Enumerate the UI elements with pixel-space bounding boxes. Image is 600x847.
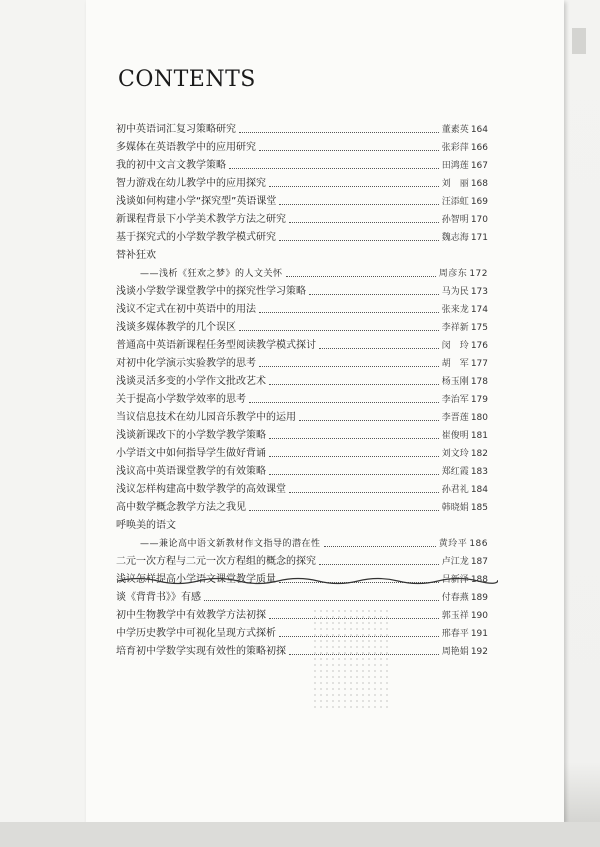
toc-entry-title: 浅谈如何构建小学“探究型”英语课堂 xyxy=(116,196,277,207)
toc-entry xyxy=(116,156,488,172)
toc-entry-author-page xyxy=(442,556,488,568)
toc-entry-author: 韩晓娟 xyxy=(441,503,469,513)
toc-entry-author: 汪添虹 xyxy=(441,197,469,207)
toc-entry-title: 浅谈小学数学课堂教学中的探究性学习策略 xyxy=(116,286,306,297)
toc-entry-title: 对初中化学演示实验教学的思考 xyxy=(116,358,256,369)
toc-entry-title: 浅谈多媒体教学的几个误区 xyxy=(116,322,236,333)
toc-entry xyxy=(116,300,488,316)
toc-entry-author-page xyxy=(442,628,488,640)
toc-entry-author: 李祥新 xyxy=(441,323,469,333)
toc-leader-dots xyxy=(204,600,439,601)
toc-entry-title: 二元一次方程与二元一次方程组的概念的探究 xyxy=(116,556,316,567)
toc-entry xyxy=(116,228,488,244)
toc-entry-author-page xyxy=(442,466,488,478)
toc-entry-author: 付春燕 xyxy=(441,593,469,603)
toc-entry xyxy=(116,606,488,622)
toc-leader-dots xyxy=(299,420,439,421)
toc-leader-dots xyxy=(229,168,439,169)
toc-entry-author-page xyxy=(442,340,488,352)
toc-entry-title: ——兼论高中语文新教材作文指导的潜在性 xyxy=(140,539,321,549)
toc-entry-title: 呼唤美的语文 xyxy=(116,520,176,531)
toc-entry-page: 174 xyxy=(470,305,488,315)
toc-entry-page: 179 xyxy=(470,395,488,405)
toc-entry-author: 魏志海 xyxy=(441,233,469,243)
toc-leader-dots xyxy=(289,222,439,223)
toc-entry-author-page xyxy=(442,376,488,388)
toc-leader-dots xyxy=(259,150,439,151)
toc-leader-dots xyxy=(269,456,439,457)
toc-entry-author-page xyxy=(442,178,488,190)
toc-leader-dots xyxy=(239,132,439,133)
toc-entry-page: 166 xyxy=(470,143,488,153)
toc-entry-author-page xyxy=(442,214,488,226)
toc-entry-page: 192 xyxy=(470,647,488,657)
toc-entry-author-page xyxy=(442,448,488,460)
toc-entry-title: 小学语文中如何指导学生做好背诵 xyxy=(116,448,266,459)
toc-entry-author-page xyxy=(442,592,488,604)
toc-leader-dots xyxy=(269,384,439,385)
toc-entry-title: 浅谈灵活多变的小学作文批改艺术 xyxy=(116,376,266,387)
toc-leader-dots xyxy=(269,438,439,439)
toc-entry-author-page xyxy=(442,484,488,496)
toc-entry-title: 普通高中英语新课程任务型阅读教学模式探讨 xyxy=(116,340,316,351)
toc-entry xyxy=(116,444,488,460)
toc-leader-dots xyxy=(249,402,439,403)
toc-entry xyxy=(116,192,488,208)
toc-entry xyxy=(116,336,488,352)
toc-entry-author-page xyxy=(442,160,488,172)
toc-entry-author-page xyxy=(442,430,488,442)
toc-entry xyxy=(116,624,488,640)
toc-entry-author: 董素英 xyxy=(441,125,469,135)
toc-entry-author: 张来龙 xyxy=(441,305,469,315)
toc-entry-page: 178 xyxy=(470,377,488,387)
toc-entry-title: 关于提高小学数学效率的思考 xyxy=(116,394,246,405)
toc-entry-author: 李治军 xyxy=(441,395,469,405)
toc-entry-page: 180 xyxy=(470,413,488,423)
toc-leader-dots xyxy=(259,312,439,313)
toc-entry-author: 卢江龙 xyxy=(441,557,469,567)
toc-entry-title: 替补狂欢 xyxy=(116,250,156,261)
toc-entry-title: 浅谈新课改下的小学数学教学策略 xyxy=(116,430,266,441)
toc-entry-title: 浅议怎样提高小学语文课堂教学质量 xyxy=(116,574,276,585)
toc-entry-page: 167 xyxy=(470,161,488,171)
toc-entry xyxy=(140,264,488,280)
toc-entry-author: 刘 丽 xyxy=(441,179,469,189)
toc-entry xyxy=(116,282,488,298)
toc-entry-title: 高中数学概念教学方法之我见 xyxy=(116,502,246,513)
toc-entry xyxy=(116,480,488,496)
toc-entry-author: 周艳娟 xyxy=(441,647,469,657)
toc-leader-dots xyxy=(286,276,436,277)
toc-entry-title: 我的初中文言文教学策略 xyxy=(116,160,226,171)
toc-leader-dots xyxy=(319,564,439,565)
toc-entry-author-page xyxy=(442,286,488,298)
toc-entry-author: 张彩萍 xyxy=(441,143,469,153)
toc-leader-dots xyxy=(269,474,439,475)
toc-entry-title: 初中生物教学中有效教学方法初探 xyxy=(116,610,266,621)
toc-leader-dots xyxy=(269,186,439,187)
toc-entry-title: 中学历史教学中可视化呈现方式探析 xyxy=(116,628,276,639)
toc-entry-title: 基于探究式的小学数学教学模式研究 xyxy=(116,232,276,243)
toc-entry-author-page xyxy=(442,502,488,514)
toc-entry-author-page xyxy=(439,538,488,550)
toc-entry-author-page xyxy=(442,232,488,244)
toc-leader-dots xyxy=(279,204,438,205)
toc-entry xyxy=(116,642,488,658)
toc-entry-page: 182 xyxy=(470,449,488,459)
toc-entry-title: 浅议高中英语课堂教学的有效策略 xyxy=(116,466,266,477)
handwritten-underline xyxy=(118,575,498,585)
toc-entry-author-page xyxy=(442,646,488,658)
toc-entry-title: 培育初中学数学实现有效性的策略初探 xyxy=(116,646,286,657)
toc-entry xyxy=(140,534,488,550)
toc-entry xyxy=(116,210,488,226)
toc-entry-author-page xyxy=(442,412,488,424)
toc-leader-dots xyxy=(279,240,439,241)
toc-entry-page: 185 xyxy=(470,503,488,513)
toc-entry-title: 智力游戏在幼儿教学中的应用探究 xyxy=(116,178,266,189)
toc-leader-dots xyxy=(309,294,439,295)
toc-entry-author-page xyxy=(442,196,488,208)
toc-entry-page: 190 xyxy=(470,611,488,621)
toc-entry-page: 187 xyxy=(470,557,488,567)
toc-entry xyxy=(116,588,488,604)
toc-entry xyxy=(116,138,488,154)
toc-entry-page: 191 xyxy=(470,629,488,639)
toc-entry-title: 新课程背景下小学美术教学方法之研究 xyxy=(116,214,286,225)
page-title: CONTENTS xyxy=(118,67,256,92)
toc-entry-author: 孙君礼 xyxy=(441,485,469,495)
toc-entry-page: 169 xyxy=(470,197,488,207)
toc-entry-author: 周彦东 xyxy=(438,269,468,279)
toc-entry-author-page xyxy=(442,394,488,406)
toc-entry-author: 刘文玲 xyxy=(441,449,469,459)
toc-entry-page: 186 xyxy=(469,539,488,549)
toc-entry-author-page xyxy=(486,250,488,262)
toc-entry-author: 闵 玲 xyxy=(441,341,469,351)
toc-entry-title: 多媒体在英语教学中的应用研究 xyxy=(116,142,256,153)
toc-entry-author: 黄玲平 xyxy=(438,539,468,549)
toc-entry-page: 170 xyxy=(470,215,488,225)
toc-entry-page: 173 xyxy=(470,287,488,297)
toc-entry-page: 181 xyxy=(470,431,488,441)
toc-entry-page: 175 xyxy=(470,323,488,333)
toc-entry-title: ——浅析《狂欢之梦》的人文关怀 xyxy=(140,269,283,279)
toc-leader-dots xyxy=(289,492,439,493)
toc-entry-author-page xyxy=(442,610,488,622)
toc-entry-page: 168 xyxy=(470,179,488,189)
toc-entry-author: 郑红霞 xyxy=(441,467,469,477)
toc-leader-dots xyxy=(249,510,439,511)
toc-entry-page: 164 xyxy=(470,125,488,135)
toc-entry-page: 176 xyxy=(470,341,488,351)
toc-entry xyxy=(116,120,488,136)
toc-entry xyxy=(116,426,488,442)
toc-entry-author: 李晋莲 xyxy=(441,413,469,423)
toc-entry-title: 当议信息技术在幼儿园音乐教学中的运用 xyxy=(116,412,296,423)
toc-entry-author: 吕新泽 xyxy=(441,575,469,585)
toc-entry-author: 田鸿莲 xyxy=(441,161,469,171)
toc-entry-author-page xyxy=(442,322,488,334)
toc-entry xyxy=(116,552,488,568)
toc-entry xyxy=(116,498,488,514)
toc-entry-page: 172 xyxy=(469,269,488,279)
toc-entry-author: 崔俊明 xyxy=(441,431,469,441)
toc-entry xyxy=(116,174,488,190)
toc-entry-author: 邢春平 xyxy=(441,629,469,639)
toc-entry-page: 184 xyxy=(470,485,488,495)
toc-entry-title: 浅议不定式在初中英语中的用法 xyxy=(116,304,256,315)
toc-entry xyxy=(116,516,488,532)
toc-entry-page: 177 xyxy=(470,359,488,369)
toc-entry xyxy=(116,390,488,406)
toc-entry-page: 188 xyxy=(470,575,488,585)
toc-leader-dots xyxy=(239,330,439,331)
toc-entry xyxy=(116,408,488,424)
toc-entry-author: 马为民 xyxy=(441,287,469,297)
toc-entry-author-page xyxy=(442,304,488,316)
toc-entry-author-page xyxy=(439,268,488,280)
toc-entry-author-page xyxy=(442,358,488,370)
toc-entry-author: 胡 军 xyxy=(441,359,469,369)
toc-leader-dots xyxy=(259,366,439,367)
faded-stamp xyxy=(312,608,392,708)
toc-entry-author-page xyxy=(486,520,488,532)
toc-entry-author: 郭玉祥 xyxy=(441,611,469,621)
toc-entry-author: 孙智明 xyxy=(441,215,469,225)
toc-entry xyxy=(116,462,488,478)
toc-entry xyxy=(116,354,488,370)
toc-entry-title: 谈《背背书》》有感 xyxy=(116,592,201,603)
toc-entry xyxy=(116,372,488,388)
toc-entry-title: 浅议怎样构建高中数学教学的高效课堂 xyxy=(116,484,286,495)
toc-entry-page: 183 xyxy=(470,467,488,477)
toc-entry-page: 189 xyxy=(470,593,488,603)
toc-entry-page: 171 xyxy=(470,233,488,243)
toc-entry xyxy=(116,246,488,262)
toc-leader-dots xyxy=(324,546,436,547)
toc-entry-author-page xyxy=(442,124,488,136)
toc-entry-title: 初中英语词汇复习策略研究 xyxy=(116,124,236,135)
toc-entry xyxy=(116,318,488,334)
toc-entry-author: 杨玉刚 xyxy=(441,377,469,387)
toc-leader-dots xyxy=(319,348,439,349)
toc-entry-author-page xyxy=(442,142,488,154)
